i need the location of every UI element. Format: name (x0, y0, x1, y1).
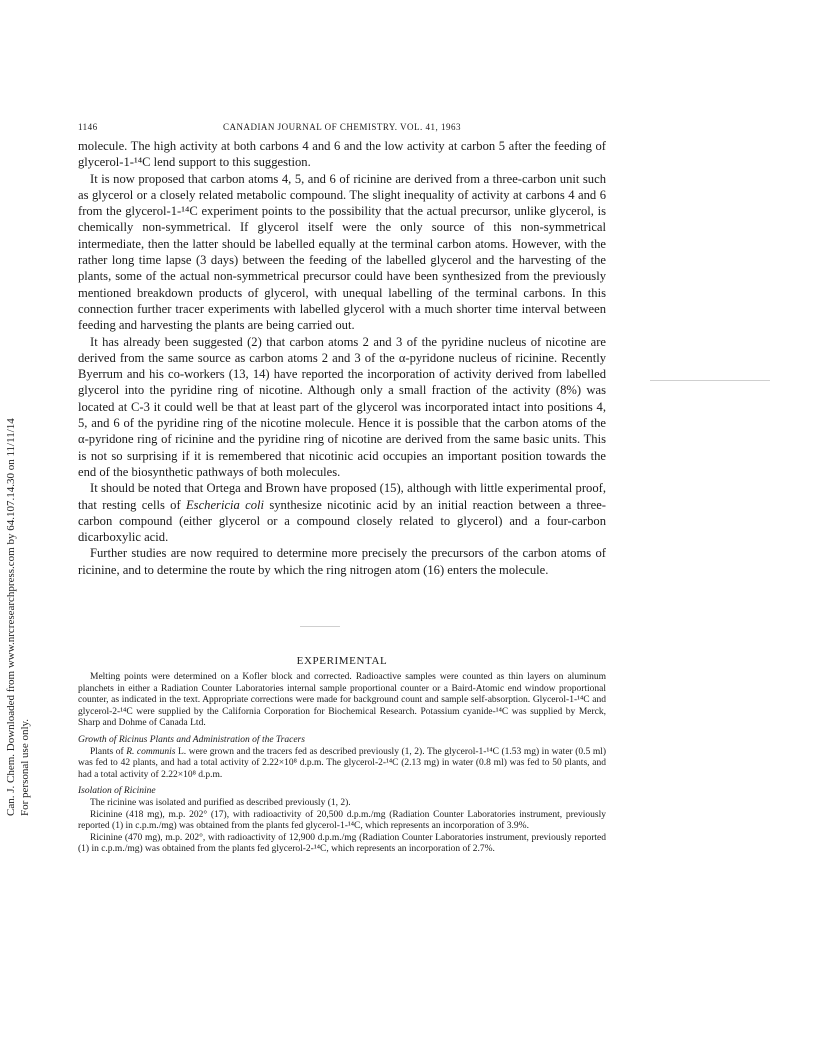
download-watermark (4, 196, 38, 816)
subheading-isolation: Isolation of Ricinine (78, 786, 156, 797)
paragraph-1: molecule. The high activity at both carbons 4 and 6 and the low activity at carbon 5 after the feeding of glycerol-1-¹⁴C lend support to this suggestion. (78, 139, 606, 170)
subheading-growth: Growth of Ricinus Plants and Administration of the Tracers (78, 734, 305, 745)
growth-end: L. were grown and the tracers fed as described previously (1, 2). The glycerol-1-¹⁴C (1.53 mg) in water (0.5 ml) was fed to 42 plants, and had a total activity of 2.22×10⁸ d.p.m. The glycerol-2-¹⁴C (2.13 mg) in water (0.8 ml) was fed to 50 plants, and had a total activity of 2.22×10⁸ d.p.m. (78, 746, 607, 780)
isolation-paragraph-3: Ricinine (470 mg), m.p. 202°, with radioactivity of 12,900 d.p.m./mg (Radiation Counter Laboratories instrument, previously reported (1) in c.p.m./mg) was obtained from the plants fed glycerol-2-¹⁴C, which represents an incorporation of 2.7%. (78, 832, 606, 855)
watermark-line-1: Can. J. Chem. Downloaded from www.nrcresearchpress.com by 64.107.14.30 on 11/11/14 (5, 418, 17, 816)
isolation-paragraph-2: Ricinine (418 mg), m.p. 202° (17), with radioactivity of 20,500 d.p.m./mg (Radiation Counter Laboratories instrument, previously reported (1) in c.p.m./mg) was obtained from the plants fed glycerol-1-¹⁴C, which represents an incorporation of 3.9%. (78, 809, 606, 832)
isolation-paragraph-1: The ricinine was isolated and purified as described previously (1, 2). (90, 797, 351, 808)
growth-paragraph (78, 747, 606, 782)
running-header (78, 122, 606, 132)
paragraph-2: It is now proposed that carbon atoms 4, 5, and 6 of ricinine are derived from a three-carbon unit such as glycerol or a closely related metabolic compound. The slight inequality of activity at carbons 4 and 6 from the glycerol-1-¹⁴C experiment points to the possibility that the actual precursor, unlike glycerol, is chemically non-symmetrical. If glycerol itself were the only source of this non-symmetrical intermediate, then the latter should be labelled equally at the terminal carbon atoms. However, with the rather long time lapse (3 days) between the feeding of the labelled glycerol and the harvesting of the plants, some of the actual non-symmetrical precursor could have been synthesized from the previously mentioned breakdown products of glycerol, with unequal labelling of the terminal carbons. In this connection further tracer experiments with labelled glycerol with a much shorter time interval between feeding and harvesting the plants are being carried out. (78, 171, 606, 333)
growth-start: Plants of (90, 746, 127, 757)
watermark-line-2: For personal use only. (19, 718, 31, 816)
page-number: 1146 (78, 122, 98, 132)
experimental-intro: Melting points were determined on a Kofler block and corrected. Radioactive samples were counted as thin layers on aluminum planchets in either a Radiation Counter Laboratories internal sample proportional counter or a Baird-Atomic end window proportional counter, as indicated in the text. Appropriate corrections were made for background count and sample self-absorption. Glycerol-1-¹⁴C and glycerol-2-¹⁴C were supplied by the California Corporation for Biochemical Research. Potassium cyanide-¹⁴C was supplied by Merck, Sharp and Dohme of Canada Ltd. (78, 672, 606, 729)
scan-artifact (300, 626, 340, 627)
discussion-body (78, 138, 606, 578)
paragraph-4 (78, 480, 606, 545)
paragraph-4-end: synthesize nicotinic acid by an initial reaction between a three-carbon compound (either glycerol or a compound closely related to glycerol) and a four-carbon dicarboxylic acid. (78, 497, 607, 545)
journal-title: CANADIAN JOURNAL OF CHEMISTRY. VOL. 41, 1963 (222, 122, 462, 132)
organism-name: Eschericia coli (185, 497, 265, 512)
section-heading-experimental: EXPERIMENTAL (296, 655, 388, 667)
paragraph-4-start: It should be noted that Ortega and Brown have proposed (15), although with little experimental proof, that resting cells of (78, 481, 606, 512)
paragraph-3: It has already been suggested (2) that carbon atoms 2 and 3 of the pyridine nucleus of nicotine are derived from the same source as carbon atoms 2 and 3 of the α-pyridone nucleus of ricinine. Recently Byerrum and his co-workers (13, 14) have reported the incorporation of activity derived from labelled glycerol into the pyridine ring of nicotine. Although only a small fraction of the activity (8%) was located at C-3 it could well be that at least part of the glycerol was incorporated intact into positions 4, 5, and 6 of the pyridine ring of the nicotine molecule. Hence it is possible that the carbon atoms of the α-pyridone ring of ricinine and the pyridine ring of nicotine are derived from the same basic units. This is not so surprising if it is remembered that nicotinic acid occupies an important position towards the end of the biosynthetic pathways of both molecules. (78, 334, 606, 479)
species-name: R. communis (126, 746, 176, 757)
scan-artifact (650, 380, 770, 381)
experimental-section (78, 672, 606, 856)
paragraph-5: Further studies are now required to determine more precisely the precursors of the carbon atoms of ricinine, and to determine the route by which the ring nitrogen atom (16) enters the molecule. (78, 546, 606, 577)
